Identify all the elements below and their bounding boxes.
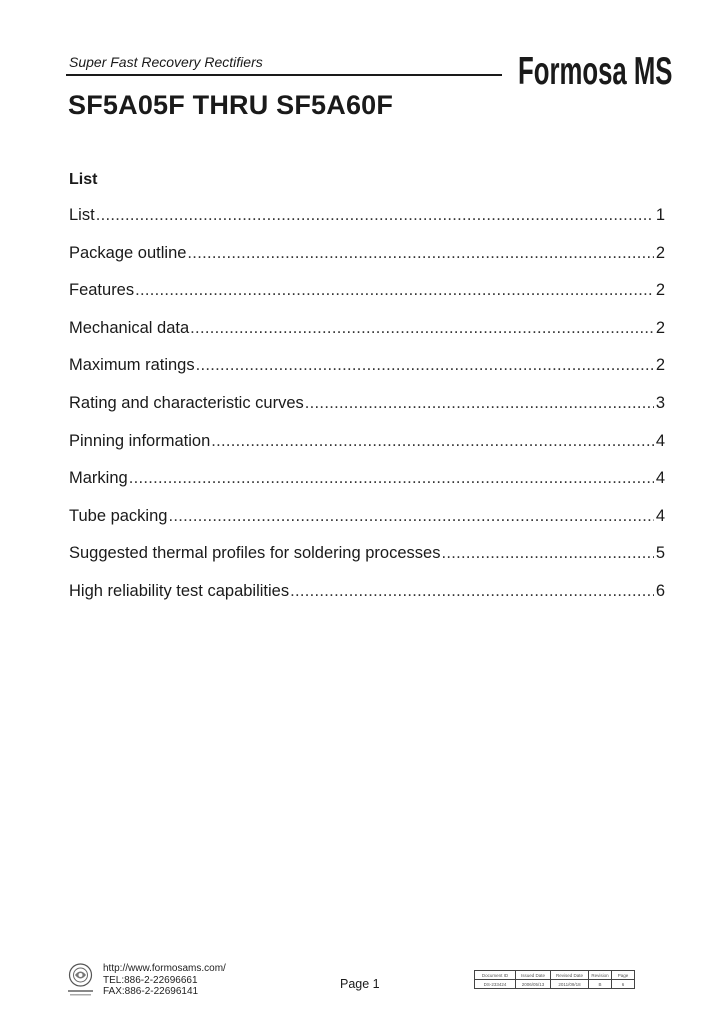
toc-entry-page: 3 — [655, 393, 665, 412]
toc-entry-label: Rating and characteristic curves — [69, 393, 304, 412]
toc-entry-page: 4 — [655, 469, 665, 488]
page-number: Page 1 — [340, 977, 380, 991]
info-value-cell: 6 — [612, 980, 635, 989]
toc-leader-dots — [211, 432, 654, 451]
toc-entry-label: Mechanical data — [69, 318, 190, 337]
toc-entry[interactable] — [69, 281, 665, 319]
toc-entry[interactable] — [69, 394, 665, 432]
toc-entry[interactable] — [69, 544, 665, 582]
toc-leader-dots — [190, 319, 654, 338]
toc-leader-dots — [290, 582, 654, 601]
toc-entry[interactable] — [69, 507, 665, 545]
toc-entry[interactable] — [69, 582, 665, 620]
toc-entry-label: Pinning information — [69, 431, 211, 450]
toc-entry-page: 2 — [655, 243, 665, 262]
info-header-cell: Revised Date — [551, 971, 589, 980]
info-value-cell: 2006/05/13 — [516, 980, 551, 989]
toc-leader-dots — [129, 469, 654, 488]
company-logo-text: Formosa MS — [518, 50, 673, 93]
toc-entry-page: 2 — [655, 318, 665, 337]
toc-entry[interactable] — [69, 469, 665, 507]
document-info-table — [474, 970, 635, 989]
toc-entry-page: 5 — [655, 544, 665, 563]
toc-leader-dots — [135, 281, 654, 300]
website-link[interactable]: http://www.formosams.com/ — [103, 963, 226, 974]
toc-leader-dots — [96, 206, 654, 225]
document-subtitle: Super Fast Recovery Rectifiers — [69, 54, 263, 70]
toc-entry[interactable] — [69, 356, 665, 394]
toc-entry-page: 1 — [655, 206, 665, 224]
toc-entry-label: Tube packing — [69, 506, 168, 525]
toc-entry-label: List — [69, 206, 95, 224]
toc-entry-page: 2 — [655, 281, 665, 300]
info-header-cell: Document ID — [475, 971, 516, 980]
list-heading: List — [69, 171, 98, 188]
toc-entry-label: Features — [69, 281, 135, 300]
info-header-cell: Revision — [589, 971, 612, 980]
info-value-cell: B — [589, 980, 612, 989]
contact-info — [103, 963, 226, 998]
company-seal-icon — [67, 963, 94, 997]
toc-leader-dots — [187, 244, 654, 263]
info-value-cell: DS-233424 — [475, 980, 516, 989]
toc-leader-dots — [168, 507, 654, 526]
toc-entry-label: High reliability test capabilities — [69, 581, 290, 600]
header-rule — [66, 74, 502, 76]
toc-leader-dots — [305, 394, 654, 413]
info-header-cell: Page — [612, 971, 635, 980]
toc-leader-dots — [441, 544, 654, 563]
toc-entry-label: Marking — [69, 469, 128, 488]
info-table-header-row — [475, 971, 635, 980]
toc-entry-label: Suggested thermal profiles for soldering processes — [69, 544, 441, 563]
toc-entry-label: Package outline — [69, 243, 187, 262]
toc-entry[interactable] — [69, 432, 665, 470]
toc-entry-page: 2 — [655, 356, 665, 375]
toc-entry-page: 4 — [655, 431, 665, 450]
toc-entry[interactable] — [69, 319, 665, 357]
fax-number: FAX:886-2-22696141 — [103, 986, 199, 997]
telephone-number: TEL:886-2-22696661 — [103, 974, 198, 986]
toc-leader-dots — [196, 356, 654, 375]
document-title: SF5A05F THRU SF5A60F — [68, 90, 394, 120]
toc-entry-page: 4 — [655, 506, 665, 525]
info-value-cell: 2011/09/18 — [551, 980, 589, 989]
table-of-contents — [69, 206, 665, 620]
toc-entry-page: 6 — [655, 581, 665, 600]
info-header-cell: Issued Date — [516, 971, 551, 980]
info-table-value-row — [475, 980, 635, 989]
toc-entry[interactable] — [69, 244, 665, 282]
toc-entry-label: Maximum ratings — [69, 356, 195, 375]
toc-entry[interactable] — [69, 206, 665, 244]
